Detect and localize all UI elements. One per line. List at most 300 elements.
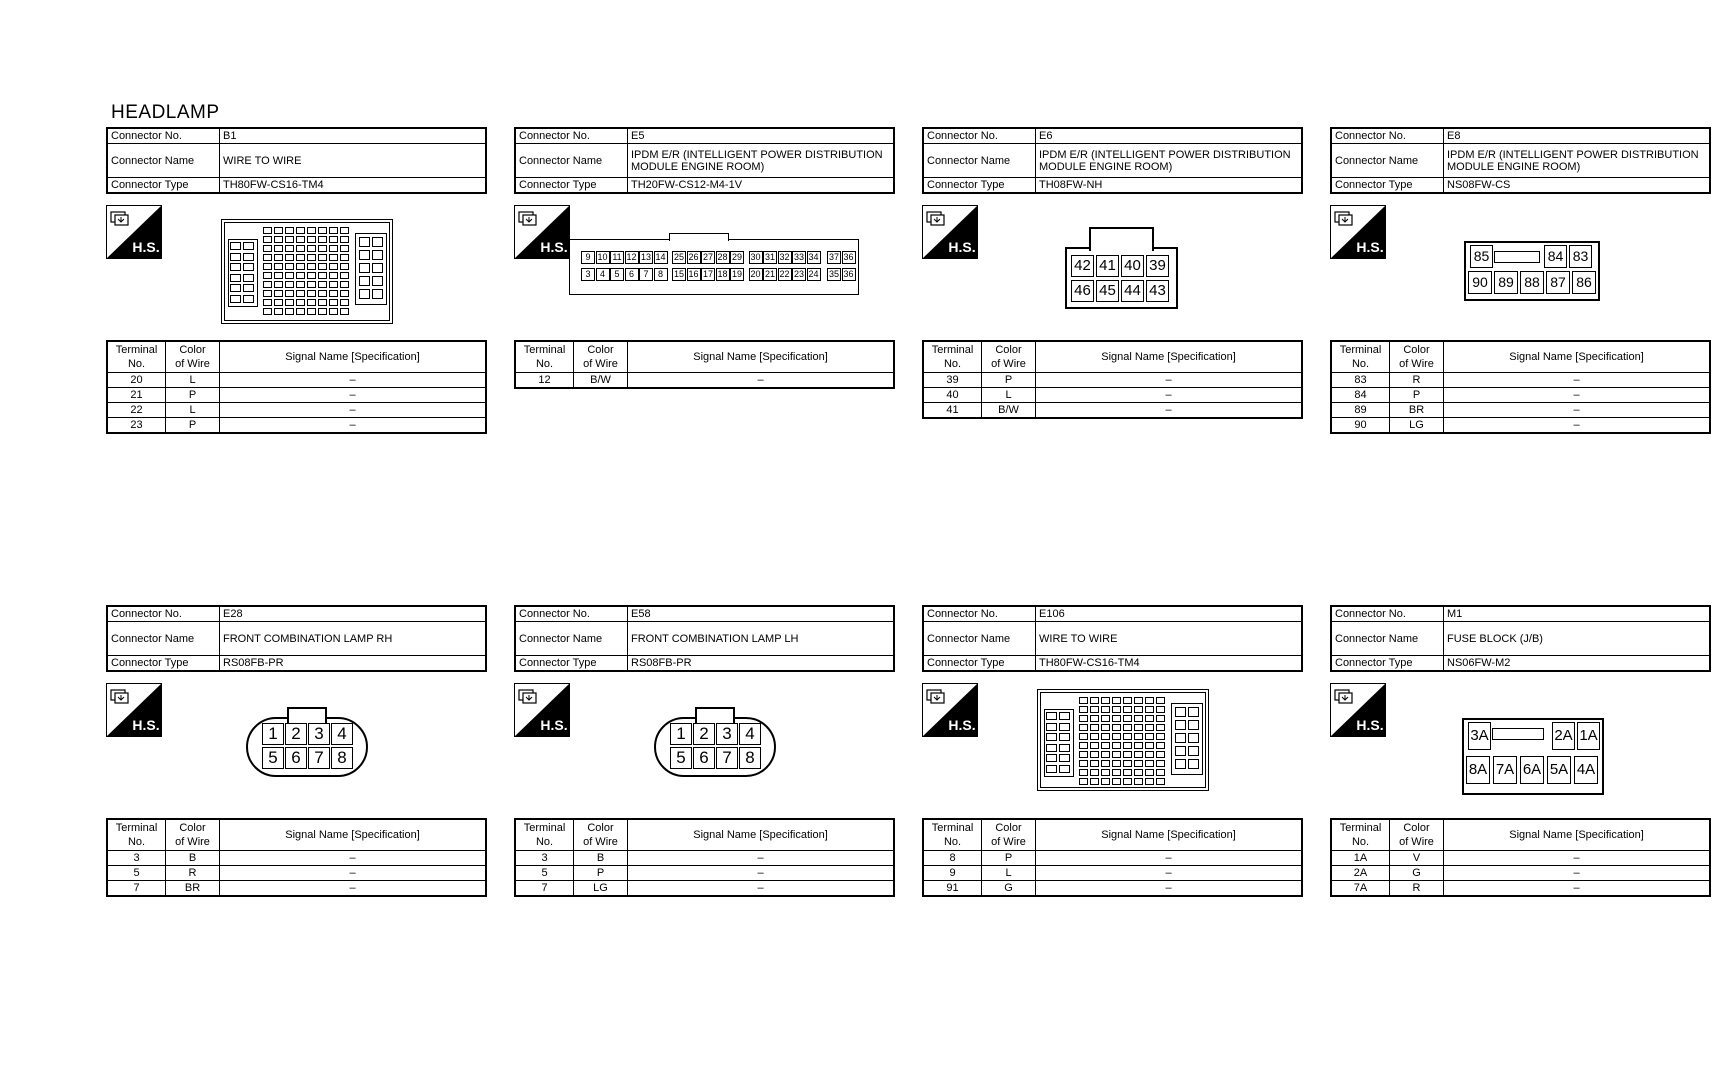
- connector-pin: [1046, 754, 1057, 762]
- connector-pin: 2: [693, 723, 715, 745]
- connector-pin: [296, 308, 305, 315]
- connector-pin: 6: [625, 268, 639, 281]
- connector-pin: 29: [731, 252, 742, 262]
- connector-face-diagram: [1330, 683, 1711, 803]
- connector-block: [514, 605, 895, 935]
- terminal-no-cell: 39: [923, 373, 982, 388]
- terminal-no-cell: 8: [923, 851, 982, 866]
- terminal-no-cell: 7: [515, 881, 574, 897]
- connector-pin: 4: [739, 723, 761, 745]
- connector-key-slot: [1492, 728, 1544, 740]
- connector-pin: [274, 227, 283, 234]
- connector-pin: [340, 272, 349, 279]
- connector-type-value: TH08FW-NH: [1036, 178, 1303, 194]
- connector-pin: [274, 299, 283, 306]
- connector-pin: [340, 245, 349, 252]
- connector-pin: 45: [1096, 280, 1119, 302]
- connector-pin: 8: [331, 747, 353, 769]
- wire-color-cell: P: [574, 866, 628, 881]
- signal-name-cell: –: [220, 388, 487, 403]
- connector-pin: [274, 245, 283, 252]
- connector-pin: [1123, 724, 1132, 731]
- connector-pin: 14: [655, 252, 666, 262]
- connector-pin: 7: [716, 747, 738, 769]
- connector-pin: 86: [1572, 271, 1596, 294]
- connector-no-label: Connector No.: [923, 128, 1036, 144]
- terminal-no-cell: 2A: [1331, 866, 1390, 881]
- connector-pin: [1046, 712, 1057, 720]
- connector-pin: [307, 254, 316, 261]
- wire-color-cell: BR: [1390, 403, 1444, 418]
- connector-pin: [1145, 751, 1154, 758]
- connector-type-value: RS08FB-PR: [220, 656, 487, 672]
- connector-name-label: Connector Name: [1331, 622, 1444, 656]
- connector-pin: [1090, 715, 1099, 722]
- connector-pin: [230, 263, 241, 271]
- connector-pin: 3: [716, 723, 738, 745]
- table-row: [923, 403, 1302, 419]
- connector-pin: [340, 227, 349, 234]
- connector-pin: 90: [1468, 271, 1492, 294]
- connector-pin: 7: [308, 747, 330, 769]
- connector-pin: [1090, 706, 1099, 713]
- connector-pin: [1134, 742, 1143, 749]
- connector-pin: [1112, 760, 1121, 767]
- connector-type-label: Connector Type: [515, 178, 628, 194]
- connector-pin: 25: [673, 252, 684, 262]
- connector-pin: 89: [1494, 271, 1518, 294]
- terminal-no-cell: 9: [923, 866, 982, 881]
- wire-color-cell: V: [1390, 851, 1444, 866]
- connector-pin: 8: [739, 747, 761, 769]
- connector-name-label: Connector Name: [1331, 144, 1444, 178]
- signal-name-cell: –: [1444, 881, 1711, 897]
- wire-color-cell: B/W: [574, 373, 628, 389]
- connector-pin: [285, 299, 294, 306]
- connector-pin: [285, 227, 294, 234]
- connector-pin: [307, 308, 316, 315]
- connector-block: [922, 605, 1303, 935]
- connector-info-table: [106, 605, 487, 672]
- signal-name-cell: –: [220, 881, 487, 897]
- connector-block: [106, 605, 487, 935]
- connector-pin: 84: [1544, 245, 1567, 268]
- terminal-no-cell: 89: [1331, 403, 1390, 418]
- connector-pin: [1046, 744, 1057, 752]
- terminal-no-header: Terminal No.: [1331, 341, 1390, 373]
- connector-pin: [1145, 706, 1154, 713]
- connector-pin: [1156, 715, 1165, 722]
- signal-name-cell: –: [220, 866, 487, 881]
- connector-pin: 15: [673, 269, 684, 279]
- connector-pin: [285, 263, 294, 270]
- signal-name-header: Signal Name [Specification]: [1444, 341, 1711, 373]
- connector-pin: [1090, 742, 1099, 749]
- connector-pin: [1079, 742, 1088, 749]
- connector-pin: [1079, 724, 1088, 731]
- connector-face-diagram: [514, 205, 895, 325]
- connector-pin: [1059, 723, 1070, 731]
- connector-pin: [1101, 715, 1110, 722]
- connector-info-table: [922, 605, 1303, 672]
- connector-pin: [1046, 733, 1057, 741]
- connector-pin: [1046, 765, 1057, 773]
- connector-pin: [1079, 733, 1088, 740]
- connector-name-value: FRONT COMBINATION LAMP LH: [628, 622, 895, 656]
- signal-name-cell: –: [628, 851, 895, 866]
- connector-pin: 7A: [1493, 756, 1517, 784]
- connector-pin: 36: [843, 252, 854, 262]
- connector-pin: [1145, 697, 1154, 704]
- connector-pin: [1156, 760, 1165, 767]
- table-row: [1331, 418, 1710, 434]
- connector-block: [514, 127, 895, 457]
- signal-name-cell: –: [628, 881, 895, 897]
- connector-pin: [1156, 697, 1165, 704]
- connector-pin: [1145, 742, 1154, 749]
- connector-pin: 23: [793, 269, 804, 279]
- signal-name-cell: –: [628, 373, 895, 389]
- connector-pin: [296, 263, 305, 270]
- connector-pin: 7: [639, 268, 653, 281]
- signal-name-cell: –: [220, 418, 487, 434]
- connector-pin: [1101, 733, 1110, 740]
- connector-pin: [1156, 769, 1165, 776]
- connector-pin: 12: [626, 252, 637, 262]
- connector-no-value: E5: [628, 128, 895, 144]
- connector-pin: [1090, 769, 1099, 776]
- connector-pin: 35: [828, 269, 839, 279]
- connector-pin: 5: [262, 747, 284, 769]
- connector-pin: [1123, 760, 1132, 767]
- signal-name-header: Signal Name [Specification]: [220, 341, 487, 373]
- connector-no-value: M1: [1444, 606, 1711, 622]
- wire-color-cell: R: [1390, 881, 1444, 897]
- terminal-no-cell: 7A: [1331, 881, 1390, 897]
- connector-pin: [1112, 733, 1121, 740]
- connector-latch: [287, 707, 327, 723]
- connector-pin: [296, 281, 305, 288]
- signal-name-cell: –: [1036, 881, 1303, 897]
- wire-color-cell: P: [166, 388, 220, 403]
- connector-info-table: [514, 605, 895, 672]
- connector-pin: [1101, 778, 1110, 785]
- connector-name-value: FRONT COMBINATION LAMP RH: [220, 622, 487, 656]
- signal-name-cell: –: [220, 373, 487, 388]
- connector-pin: 83: [1569, 245, 1592, 268]
- connector-pin: [318, 308, 327, 315]
- wire-color-cell: B: [166, 851, 220, 866]
- connector-pin: 41: [1096, 255, 1119, 277]
- connector-pin: 40: [1121, 255, 1144, 277]
- signal-name-cell: –: [1444, 418, 1711, 434]
- connector-type-label: Connector Type: [515, 656, 628, 672]
- connector-pin: [230, 274, 241, 282]
- connector-name-value: WIRE TO WIRE: [1036, 622, 1303, 656]
- connector-pin: [263, 263, 272, 270]
- terminal-table: [1330, 818, 1711, 897]
- connector-pin: [230, 253, 241, 261]
- wire-color-header: Color of Wire: [166, 341, 220, 373]
- connector-pin: [329, 254, 338, 261]
- connector-name-value: FUSE BLOCK (J/B): [1444, 622, 1711, 656]
- connector-type-value: RS08FB-PR: [628, 656, 895, 672]
- connector-pin: [285, 272, 294, 279]
- connector-pin: 3: [308, 723, 330, 745]
- connector-pin: [1059, 744, 1070, 752]
- table-row: [107, 373, 486, 388]
- connector-pin: [1112, 769, 1121, 776]
- signal-name-cell: –: [1036, 373, 1303, 388]
- connector-face-diagram: [1330, 205, 1711, 325]
- terminal-no-cell: 5: [515, 866, 574, 881]
- wire-color-cell: G: [1390, 866, 1444, 881]
- connector-pin: [329, 290, 338, 297]
- terminal-no-header: Terminal No.: [923, 341, 982, 373]
- connector-face-diagram: [106, 683, 487, 803]
- pin-group: [1171, 703, 1203, 775]
- connector-pin: 1A: [1577, 722, 1600, 750]
- terminal-no-header: Terminal No.: [107, 819, 166, 851]
- connector-info-table: [922, 127, 1303, 194]
- table-row: [515, 866, 894, 881]
- connector-pin: 34: [808, 252, 819, 262]
- connector-pin: 31: [764, 252, 775, 262]
- connector-no-label: Connector No.: [1331, 606, 1444, 622]
- connector-pin: [1123, 769, 1132, 776]
- connector-pin: [1101, 751, 1110, 758]
- connector-type-value: NS08FW-CS: [1444, 178, 1711, 194]
- wire-color-cell: P: [166, 418, 220, 434]
- wire-color-cell: R: [1390, 373, 1444, 388]
- connector-block: [106, 127, 487, 457]
- connector-pin: [1145, 769, 1154, 776]
- connector-pin: [296, 245, 305, 252]
- signal-name-header: Signal Name [Specification]: [1036, 341, 1303, 373]
- connector-pin: [329, 227, 338, 234]
- wire-color-cell: P: [982, 373, 1036, 388]
- connector-pin: [329, 263, 338, 270]
- connector-pin: [1134, 697, 1143, 704]
- connector-pin: 4: [331, 723, 353, 745]
- terminal-no-cell: 7: [107, 881, 166, 897]
- wire-color-header: Color of Wire: [574, 819, 628, 851]
- connector-pin: [1123, 697, 1132, 704]
- connector-housing: [569, 239, 859, 295]
- connector-name-label: Connector Name: [923, 144, 1036, 178]
- wire-color-cell: P: [1390, 388, 1444, 403]
- wire-color-header: Color of Wire: [982, 819, 1036, 851]
- connector-pin: 39: [1146, 255, 1169, 277]
- connector-pin: [307, 281, 316, 288]
- connector-pin: [1156, 751, 1165, 758]
- connector-pin: [243, 284, 254, 292]
- connector-info-table: [514, 127, 895, 194]
- connector-pin: [329, 245, 338, 252]
- connector-pin: [1134, 760, 1143, 767]
- table-row: [923, 388, 1302, 403]
- connector-pin: [340, 263, 349, 270]
- table-row: [923, 881, 1302, 897]
- connector-pin: [263, 308, 272, 315]
- connector-type-value: TH20FW-CS12-M4-1V: [628, 178, 895, 194]
- table-row: [107, 403, 486, 418]
- connector-pin: 37: [828, 252, 839, 262]
- connector-pin: [318, 299, 327, 306]
- connector-pin: [230, 284, 241, 292]
- connector-pin: [329, 308, 338, 315]
- terminal-no-cell: 12: [515, 373, 574, 389]
- connector-pin: [318, 281, 327, 288]
- connector-pin: [318, 227, 327, 234]
- connector-pin: [274, 290, 283, 297]
- table-row: [1331, 373, 1710, 388]
- connector-name-value: IPDM E/R (INTELLIGENT POWER DISTRIBUTION MODULE ENGINE ROOM): [628, 144, 895, 178]
- terminal-no-cell: 3: [107, 851, 166, 866]
- connector-pin: [1112, 751, 1121, 758]
- connector-no-label: Connector No.: [923, 606, 1036, 622]
- terminal-table: [514, 340, 895, 389]
- terminal-no-cell: 3: [515, 851, 574, 866]
- connector-pin: [1079, 715, 1088, 722]
- connector-pin: [1112, 742, 1121, 749]
- wire-color-header: Color of Wire: [574, 341, 628, 373]
- connector-pin: 22: [779, 269, 790, 279]
- signal-name-header: Signal Name [Specification]: [1444, 819, 1711, 851]
- connector-pin: [1156, 733, 1165, 740]
- connector-pin: [318, 245, 327, 252]
- connector-pin: 18: [717, 269, 728, 279]
- connector-pin: [1112, 706, 1121, 713]
- terminal-no-cell: 20: [107, 373, 166, 388]
- connector-no-value: E8: [1444, 128, 1711, 144]
- table-row: [1331, 851, 1710, 866]
- terminal-no-cell: 5: [107, 866, 166, 881]
- connector-pin: 30: [750, 252, 761, 262]
- signal-name-cell: –: [220, 403, 487, 418]
- connector-pin: [1101, 697, 1110, 704]
- signal-name-cell: –: [1444, 388, 1711, 403]
- wire-color-cell: P: [982, 851, 1036, 866]
- connector-pin: [318, 236, 327, 243]
- connector-pin: [1134, 715, 1143, 722]
- connector-pin: [1134, 751, 1143, 758]
- connector-pin: [1156, 724, 1165, 731]
- terminal-no-header: Terminal No.: [923, 819, 982, 851]
- terminal-no-header: Terminal No.: [1331, 819, 1390, 851]
- terminal-no-cell: 90: [1331, 418, 1390, 434]
- wire-color-cell: LG: [1390, 418, 1444, 434]
- table-row: [923, 866, 1302, 881]
- table-row: [107, 851, 486, 866]
- connector-pin: [296, 236, 305, 243]
- connector-pin: [243, 242, 254, 250]
- connector-pin: 19: [731, 269, 742, 279]
- connector-info-table: [1330, 127, 1711, 194]
- connector-no-value: E6: [1036, 128, 1303, 144]
- connector-pin: [274, 308, 283, 315]
- wire-color-header: Color of Wire: [982, 341, 1036, 373]
- connector-pin: [230, 242, 241, 250]
- connector-pin: [263, 227, 272, 234]
- connector-pin: [1059, 765, 1070, 773]
- connector-pin: [1123, 733, 1132, 740]
- connector-pin: 5: [670, 747, 692, 769]
- connector-pin: 20: [750, 269, 761, 279]
- terminal-table: [514, 818, 895, 897]
- connector-pin: 4: [596, 268, 610, 281]
- page-title: HEADLAMP: [111, 102, 220, 123]
- connector-type-label: Connector Type: [107, 656, 220, 672]
- connector-pin: [1079, 778, 1088, 785]
- connector-pin: [1145, 760, 1154, 767]
- connector-pin: 6: [285, 747, 307, 769]
- connector-pin: 9: [581, 251, 595, 264]
- connector-pin: [1079, 697, 1088, 704]
- wire-color-cell: L: [166, 373, 220, 388]
- connector-pin: [1134, 778, 1143, 785]
- connector-pin: [263, 245, 272, 252]
- connector-pin: [329, 272, 338, 279]
- connector-pin: [307, 236, 316, 243]
- connector-name-label: Connector Name: [515, 144, 628, 178]
- terminal-no-cell: 21: [107, 388, 166, 403]
- connector-pin: [1090, 697, 1099, 704]
- connector-pin: [263, 236, 272, 243]
- terminal-table: [922, 340, 1303, 419]
- connector-pin: 87: [1546, 271, 1570, 294]
- connector-pin: [243, 295, 254, 303]
- connector-pin: [1059, 754, 1070, 762]
- connector-pin: [307, 245, 316, 252]
- connector-pin: [1123, 751, 1132, 758]
- connector-name-value: IPDM E/R (INTELLIGENT POWER DISTRIBUTION MODULE ENGINE ROOM): [1444, 144, 1711, 178]
- connector-pin: [307, 263, 316, 270]
- terminal-no-header: Terminal No.: [515, 341, 574, 373]
- connector-pin: [318, 290, 327, 297]
- connector-face-diagram: [514, 683, 895, 803]
- connector-latch: [695, 707, 735, 723]
- connector-pin: [340, 254, 349, 261]
- connector-pin: 85: [1470, 245, 1493, 268]
- wire-color-header: Color of Wire: [166, 819, 220, 851]
- signal-name-cell: –: [1444, 866, 1711, 881]
- connector-pin: [1079, 706, 1088, 713]
- table-row: [107, 418, 486, 434]
- connector-pin: [1112, 724, 1121, 731]
- signal-name-cell: –: [1444, 851, 1711, 866]
- connector-pin: [243, 274, 254, 282]
- terminal-no-cell: 41: [923, 403, 982, 419]
- connector-pin: [340, 281, 349, 288]
- connector-pin: [263, 281, 272, 288]
- wire-color-header: Color of Wire: [1390, 819, 1444, 851]
- connector-pin: [340, 308, 349, 315]
- connector-pin: [1112, 715, 1121, 722]
- connector-pin: 28: [717, 252, 728, 262]
- connector-pin: [1112, 697, 1121, 704]
- connector-pin: 2: [285, 723, 307, 745]
- wire-color-header: Color of Wire: [1390, 341, 1444, 373]
- connector-pin: 26: [688, 252, 699, 262]
- table-row: [923, 851, 1302, 866]
- signal-name-cell: –: [1036, 851, 1303, 866]
- wire-color-cell: B/W: [982, 403, 1036, 419]
- connector-pin: [329, 299, 338, 306]
- connector-pin: [263, 299, 272, 306]
- signal-name-cell: –: [628, 866, 895, 881]
- connector-pin: [1059, 733, 1070, 741]
